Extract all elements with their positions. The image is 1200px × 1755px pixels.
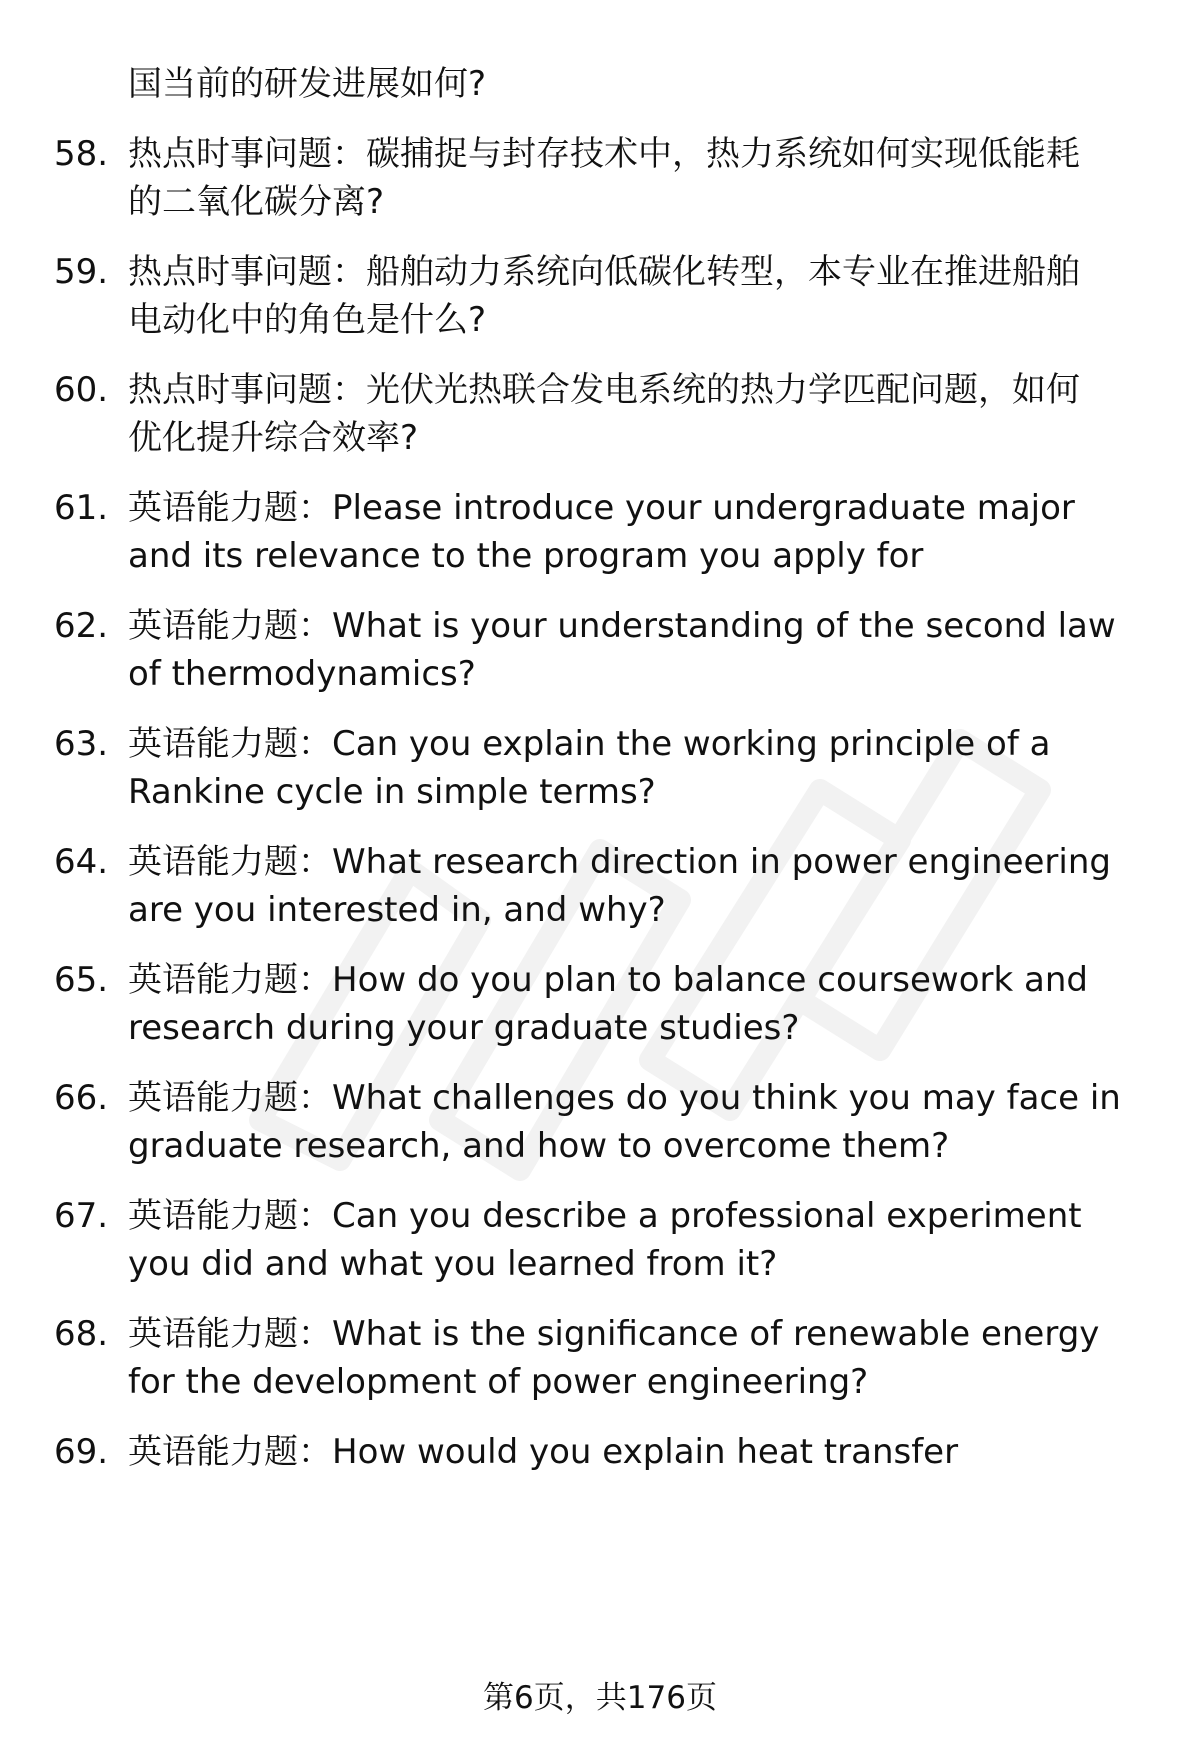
page-footer: 第6页，共176页 — [483, 1680, 717, 1716]
question-text — [128, 956, 1148, 1052]
question-number: 68. — [54, 1314, 109, 1354]
question-text — [128, 1428, 1148, 1476]
question-number: 67. — [54, 1196, 109, 1236]
question-line: 英语能力题：What challenges do you think you may face in — [128, 1078, 1121, 1118]
question-text — [128, 1074, 1148, 1170]
question-line: 优化提升综合效率? — [128, 418, 419, 458]
question-line: 英语能力题：What research direction in power engineering — [128, 842, 1111, 882]
question-number: 62. — [54, 606, 109, 646]
question-number: 69. — [54, 1432, 109, 1472]
question-line: 英语能力题：How do you plan to balance coursework and — [128, 960, 1088, 1000]
question-text — [128, 366, 1148, 462]
question-number: 58. — [54, 134, 109, 174]
question-number: 63. — [54, 724, 109, 764]
question-line: 英语能力题：What is the significance of renewable energy — [128, 1314, 1100, 1354]
question-number: 64. — [54, 842, 109, 882]
continuation-line: 国当前的研发进展如何? — [128, 64, 487, 104]
question-line: for the development of power engineering? — [128, 1362, 869, 1402]
question-text — [128, 1310, 1148, 1406]
question-text — [128, 248, 1148, 344]
question-line: 电动化中的角色是什么? — [128, 300, 487, 340]
question-line: are you interested in, and why? — [128, 890, 666, 930]
question-line: 热点时事问题：光伏光热联合发电系统的热力学匹配问题，如何 — [128, 370, 1080, 410]
question-number: 66. — [54, 1078, 109, 1118]
question-text — [128, 838, 1148, 934]
question-number: 59. — [54, 252, 109, 292]
question-line: 热点时事问题：碳捕捉与封存技术中，热力系统如何实现低能耗 — [128, 134, 1080, 174]
question-line: 英语能力题：Can you explain the working principle of a — [128, 724, 1051, 764]
question-line: of thermodynamics? — [128, 654, 476, 694]
question-line: Rankine cycle in simple terms? — [128, 772, 656, 812]
question-line: 英语能力题：How would you explain heat transfer — [128, 1432, 959, 1472]
question-line: 英语能力题：Please introduce your undergraduate major — [128, 488, 1075, 528]
question-text — [128, 720, 1148, 816]
question-line: you did and what you learned from it? — [128, 1244, 778, 1284]
question-line: graduate research, and how to overcome them? — [128, 1126, 950, 1166]
question-line: 的二氧化碳分离? — [128, 182, 385, 222]
question-line: and its relevance to the program you apply for — [128, 536, 924, 576]
question-text — [128, 1192, 1148, 1288]
question-line: research during your graduate studies? — [128, 1008, 800, 1048]
question-line: 热点时事问题：船舶动力系统向低碳化转型，本专业在推进船舶 — [128, 252, 1080, 292]
question-number: 61. — [54, 488, 109, 528]
question-line: 英语能力题：Can you describe a professional experiment — [128, 1196, 1082, 1236]
question-text — [128, 484, 1148, 580]
question-text — [128, 130, 1148, 226]
question-text — [128, 602, 1148, 698]
question-number: 65. — [54, 960, 109, 1000]
question-line: 英语能力题：What is your understanding of the second law — [128, 606, 1116, 646]
question-number: 60. — [54, 370, 109, 410]
